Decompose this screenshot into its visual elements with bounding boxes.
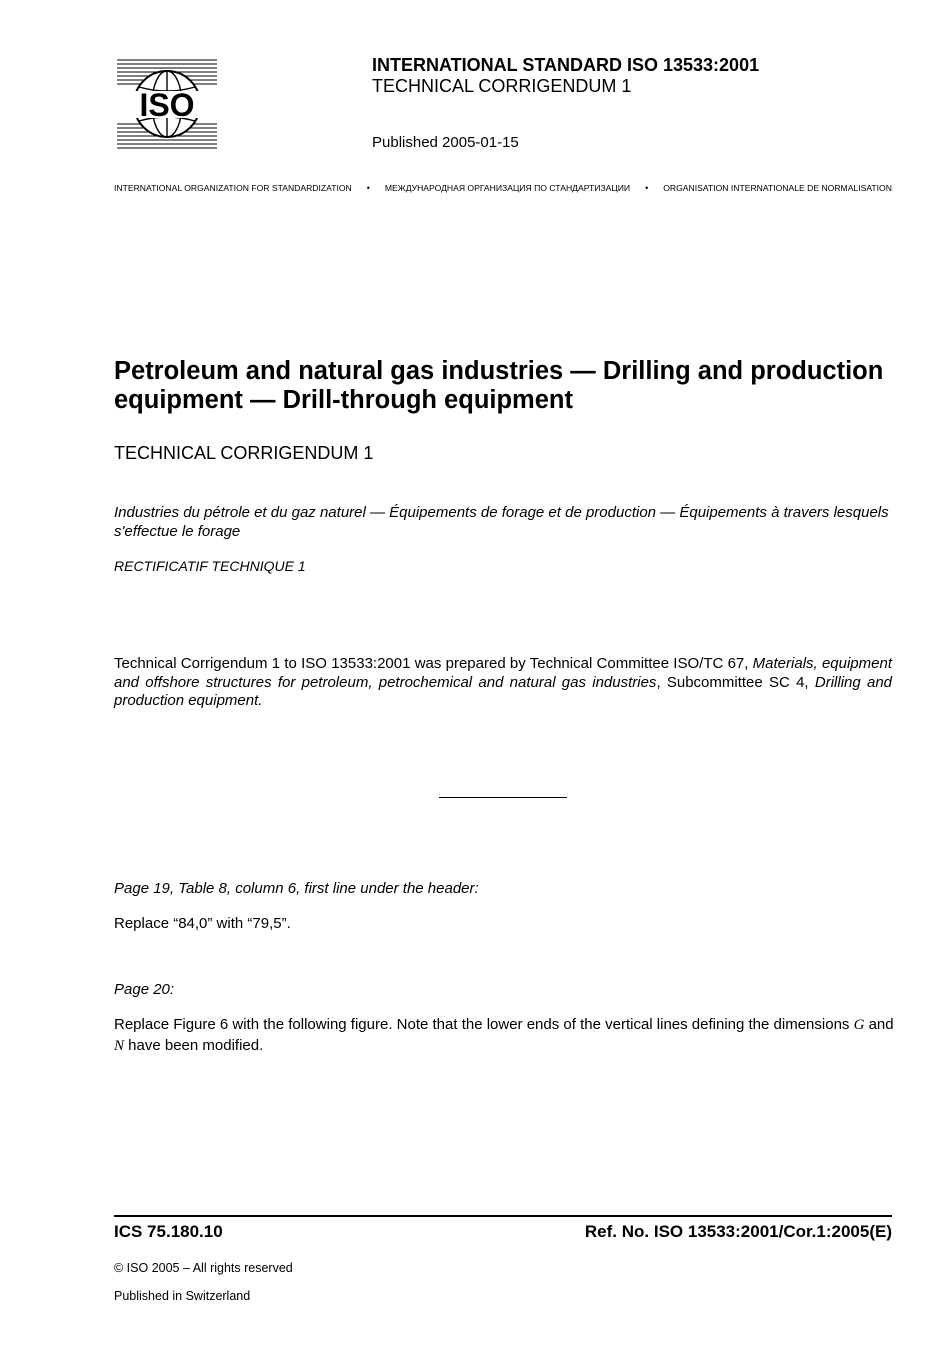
french-corrigendum: RECTIFICATIF TECHNIQUE 1 (114, 558, 306, 574)
header-corrigendum-label: TECHNICAL CORRIGENDUM 1 (372, 76, 632, 96)
correction-2-location: Page 20: (114, 981, 175, 998)
correction-2-text-2: have been modified. (124, 1036, 264, 1054)
correction-1-location: Page 19, Table 8, column 6, first line under the header: (114, 880, 479, 897)
org-name-french: ORGANISATION INTERNATIONALE DE NORMALISATION (663, 183, 892, 193)
org-name-english: INTERNATIONAL ORGANIZATION FOR STANDARDIZATION (114, 183, 352, 193)
standard-title: INTERNATIONAL STANDARD ISO 13533:2001 (372, 55, 760, 75)
separator-line (439, 797, 567, 798)
iso-logo-text: ISO (139, 87, 195, 123)
ics-code: ICS 75.180.10 (114, 1222, 223, 1241)
french-title: Industries du pétrole et du gaz naturel — Équipements de forage et de production — Équipements à travers lesquels s'effectue le forage (114, 504, 889, 540)
dimension-n: N (114, 1037, 125, 1054)
org-name-russian: МЕЖДУНАРОДНАЯ ОРГАНИЗАЦИЯ ПО СТАНДАРТИЗАЦИИ (384, 183, 631, 193)
document-corrigendum: TECHNICAL CORRIGENDUM 1 (114, 443, 374, 463)
iso-logo (117, 57, 217, 152)
correction-2-instruction (114, 1015, 899, 1056)
preparation-paragraph (114, 655, 892, 711)
reference-number: Ref. No. ISO 13533:2001/Cor.1:2005(E) (584, 1222, 892, 1241)
prepared-text-1: Technical Corrigendum 1 to ISO 13533:2001 was prepared by Technical Committee ISO/TC 67, (114, 655, 753, 672)
prepared-text-2: , Subcommittee SC 4, (656, 673, 815, 691)
org-separator: • (645, 183, 649, 193)
copyright-notice: © ISO 2005 – All rights reserved (114, 1261, 293, 1275)
published-in: Published in Switzerland (114, 1289, 251, 1303)
correction-2-text-1: Replace Figure 6 with the following figure. Note that the lower ends of the vertical lines defining the dimensions (114, 1016, 854, 1033)
correction-1-instruction: Replace “84,0” with “79,5”. (114, 915, 291, 932)
published-date: Published 2005-01-15 (372, 134, 519, 151)
footer-rule (114, 1215, 892, 1217)
organization-names (114, 183, 892, 193)
iso-logo-graphic (117, 57, 217, 152)
subcommittee-name: Drilling and production equipment. (114, 673, 893, 710)
document-title: Petroleum and natural gas industries — Drilling and production equipment — Drill-through equipment (114, 357, 884, 414)
committee-name: Materials, equipment and offshore structures for petroleum, petrochemical and natural gas industries (114, 655, 892, 691)
org-separator: • (366, 183, 370, 193)
correction-2-and: and (864, 1016, 894, 1033)
dimension-g: G (853, 1017, 865, 1033)
